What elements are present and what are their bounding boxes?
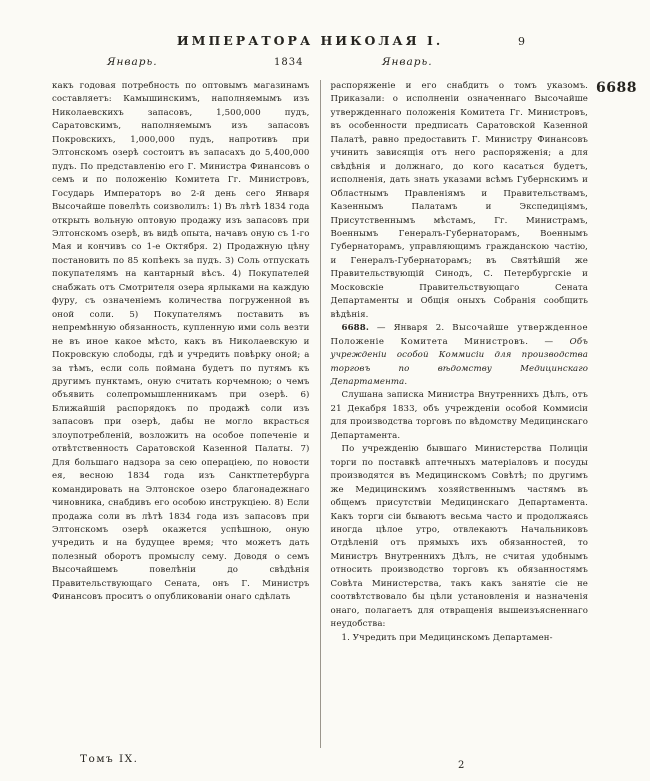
- continuation-paragraph: распоряженіе и его снабдить о томъ указомъ. Приказали: о исполненіи означеннаго Высочайше утвержденнаго положенія Комитета Гг. Министровъ, въ особенности предписать Саратовской Казенной Палатѣ, равно предоставить Г. Министру Финансовъ учинить зависящія отъ него распоряженія; а для свѣдѣнія и должнаго, до кого касаться будетъ, исполненія, дать знать указами всѣмъ Губернскимъ и Областнымъ Правленіямъ и Правительствамъ, Казеннымъ Палатамъ и Экспедиціямъ, Присутственнымъ мѣстамъ, Гг. Министрамъ, Военнымъ Генералъ-Губернаторамъ, Военнымъ Губернаторамъ, управляющимъ гражданскою частію, и Генералъ-Губернаторамъ; въ Святѣйшій же Правительствующій Синодъ, С. Петербургскіе и Московскіе Правительствующаго Сената Департаменты и Общія оныхъ Собранія сообщить вѣдѣнія.: [330, 81, 588, 320]
- month-header-left: Январь.: [107, 56, 158, 68]
- body-paragraph: Слушана записка Министра Внутреннихъ Дѣлъ, отъ 21 Декабря 1833, объ учрежденіи особой Коммисіи для производства торговъ по вѣдомству Медицинскаго Департамента.: [330, 390, 588, 441]
- right-column: [321, 80, 589, 748]
- entry-date: — Января 2.: [368, 323, 453, 334]
- text-columns: [52, 80, 588, 748]
- month-header-right: Январь.: [382, 56, 433, 68]
- body-paragraph: 1. Учредить при Медицинскомъ Департамен-: [341, 632, 553, 643]
- entry-subject: Объ учрежденіи особой Коммисіи для производства торговъ по вѣдомству Медицинскаго Департамента.: [330, 336, 588, 387]
- left-column-paragraph: какъ годовая потребность по оптовымъ магазинамъ составляетъ: Камышинскимъ, наполняемымъ изъ Николаевскихъ запасовъ, 1,500,000 пудъ, Саратовскимъ, наполняемымъ изъ запасовъ Покровскихъ, 1,000,000 пудъ, напротивъ при Элтонскомъ озерѣ состоитъ въ запасахъ до 5,400,000 пудъ. По представленію его Г. Министра Финансовъ о семъ и по положенію Комитета Гг. Министровъ, Государь Императоръ во 2-й день сего Января Высочайше повелѣть соизволилъ: 1) Въ лѣтѣ 1834 года открыть вольную оптовую продажу изъ запасовъ при Элтонскомъ озерѣ, въ видѣ опыта, начавъ оную съ 1-го Мая и кончивъ со 1-е Октября. 2) Продажную цѣну постановить по 85 копѣекъ за пудъ. 3) Соль отпускать покупателямъ на кантарный вѣсъ. 4) Покупателей снабжать отъ Смотрителя озера ярлыками на каждую фуру, съ означеніемъ количества погруженной въ оной соли. 5) Покупателямъ поставить въ непремѣнную обязанность, купленную ими соль везти не въ иное какое мѣсто, какъ въ Николаевскую и Покровскую слободы, гдѣ и учредить повѣрку оной; а за тѣмъ, если соль поймана будетъ по путямъ къ другимъ пунктамъ, оную считать корчемною; о чемъ объявить солепромышленникамъ при озерѣ. 6) Ближайшій распорядокъ по продажѣ соли изъ запасовъ при озерѣ, дабы не могло вкрасться злоупотребленій, возложить на особое попеченіе и отвѣтственность Саратовской Казенной Палаты. 7) Для большаго надзора за сею операціею, по новости ея, весною 1834 года изъ Санктпетербурга командировать на Элтонское озеро благонадежнаго чиновника, снабдивъ его особою инструкціею. 8) Если продажа соли въ лѣтѣ 1834 года изъ запасовъ при Элтонскомъ озерѣ окажется успѣшною, оную учредить и на будущее время; что можетъ дать полезный оборотъ промыслу сему. Доводя о семъ Высочайшемъ повелѣніи до свѣдѣнія Правительствующаго Сената, онъ Г. Министръ Финансовъ проситъ о опубликованіи онаго сдѣлать: [52, 81, 310, 603]
- page-number: 9: [518, 35, 525, 48]
- margin-entry-number: 6688: [596, 80, 637, 96]
- left-column: [52, 80, 321, 748]
- subheader-row: [52, 56, 592, 72]
- year-header: 1834: [274, 57, 304, 68]
- entry-number: 6688.: [341, 323, 369, 334]
- entry-heading: [331, 322, 589, 389]
- footer-volume: Томъ IX.: [80, 753, 139, 765]
- running-title: ИМПЕРАТОРА НИКОЛАЯ I.: [176, 33, 444, 48]
- body-paragraph: По учрежденію бывшаго Министерства Полиціи торги по поставкѣ аптечныхъ матеріаловъ и посуды производятся въ Медицинскомъ Совѣтѣ; по другимъ же Медицинскимъ хозяйственнымъ частямъ въ общемъ присутствіи Медицинскаго Департамента. Какъ торги сіи бываютъ весьма часто и продолжаясь иногда цѣлое утро, отвлекаютъ Начальниковъ Отдѣленій отъ прямыхъ ихъ обязанностей, то Министръ Внутреннихъ Дѣлъ, не считая удобнымъ относить производство торговъ къ обязанностямъ Совѣта Министерства, такъ какъ занятіе сіе не соотвѣтствовало бы цѣли установленія и назначенія онаго, полагаетъ для отвращенія вышеизъясненнаго неудобства:: [330, 444, 588, 630]
- entry-type: Высочайше утвержденное Положеніе Комитета Министровъ. —: [330, 323, 588, 347]
- footer-signature-number: 2: [458, 760, 465, 771]
